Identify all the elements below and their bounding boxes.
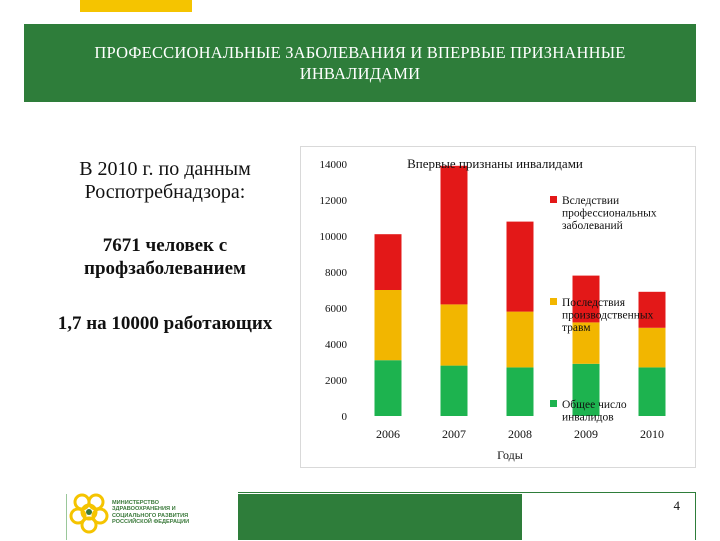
y-tick-label-5: 10000 bbox=[319, 231, 347, 243]
y-tick-label-0: 0 bbox=[341, 411, 347, 423]
footer-divider bbox=[238, 492, 696, 493]
bar-2010-series-1 bbox=[639, 328, 666, 368]
legend-label-0-line-2: заболеваний bbox=[562, 220, 623, 232]
y-tick-label-7: 14000 bbox=[319, 159, 347, 171]
y-tick-label-2: 4000 bbox=[325, 339, 347, 351]
bar-2008-series-1 bbox=[507, 312, 534, 368]
bar-2007-series-2 bbox=[441, 166, 468, 305]
footer-right-divider bbox=[695, 492, 696, 540]
legend-swatch-0 bbox=[550, 196, 557, 203]
y-tick-label-6: 12000 bbox=[319, 195, 347, 207]
x-tick-label-3: 2009 bbox=[574, 427, 598, 441]
legend-swatch-1 bbox=[550, 298, 557, 305]
x-tick-label-4: 2010 bbox=[640, 427, 664, 441]
legend-label-0-line-0: Вследствии bbox=[562, 195, 620, 207]
x-tick-label-2: 2008 bbox=[508, 427, 532, 441]
summary-intro: В 2010 г. по данным Роспотребнадзора: bbox=[79, 158, 251, 203]
bar-2007-series-0 bbox=[441, 366, 468, 416]
summary-panel bbox=[40, 158, 290, 335]
legend-label-2-line-0: Общее число bbox=[562, 399, 627, 411]
legend-label-0 bbox=[562, 195, 657, 232]
bar-2008-series-2 bbox=[507, 222, 534, 312]
legend-label-0-line-1: профессиональных bbox=[562, 207, 657, 220]
legend-label-1-line-1: производственных bbox=[562, 309, 654, 322]
y-tick-label-4: 8000 bbox=[325, 267, 347, 279]
footer-bar bbox=[238, 494, 522, 540]
bar-2006-series-0 bbox=[375, 360, 402, 416]
bar-2006-series-1 bbox=[375, 290, 402, 360]
legend-label-1-line-2: травм bbox=[562, 322, 591, 334]
x-tick-label-1: 2007 bbox=[442, 427, 466, 441]
bar-2006-series-2 bbox=[375, 234, 402, 290]
page-number: 4 bbox=[673, 498, 680, 513]
legend-swatch-2 bbox=[550, 400, 557, 407]
ministry-logo bbox=[66, 488, 216, 540]
y-tick-label-3: 6000 bbox=[325, 303, 347, 315]
chart-title: Впервые признаны инвалидами bbox=[407, 156, 583, 171]
legend-label-1-line-0: Последствия bbox=[562, 297, 625, 309]
x-tick-label-0: 2006 bbox=[376, 427, 400, 441]
bar-2010-series-0 bbox=[639, 367, 666, 416]
y-tick-label-1: 2000 bbox=[325, 375, 347, 387]
ministry-emblem-icon bbox=[66, 488, 112, 536]
bar-2007-series-1 bbox=[441, 304, 468, 365]
summary-stat-cases: 7671 человек с профзаболеванием bbox=[84, 235, 246, 279]
top-accent-bar bbox=[80, 0, 192, 12]
summary-stat-rate: 1,7 на 10000 работающих bbox=[57, 313, 273, 334]
slide-title: ПРОФЕССИОНАЛЬНЫЕ ЗАБОЛЕВАНИЯ И ВПЕРВЫЕ ПРИЗНАННЫЕ ИНВАЛИДАМИ bbox=[94, 43, 626, 83]
legend-label-2 bbox=[562, 399, 627, 424]
legend-label-2-line-1: инвалидов bbox=[562, 411, 614, 424]
slide-header bbox=[24, 24, 696, 102]
x-axis-label: Годы bbox=[497, 448, 523, 462]
logo-text: МИНИСТЕРСТВО ЗДРАВООХРАНЕНИЯ И СОЦИАЛЬНОГО РАЗВИТИЯ РОССИЙСКОЙ ФЕДЕРАЦИИ bbox=[112, 500, 190, 526]
stacked-bar-chart bbox=[300, 146, 694, 466]
bar-2008-series-0 bbox=[507, 367, 534, 416]
